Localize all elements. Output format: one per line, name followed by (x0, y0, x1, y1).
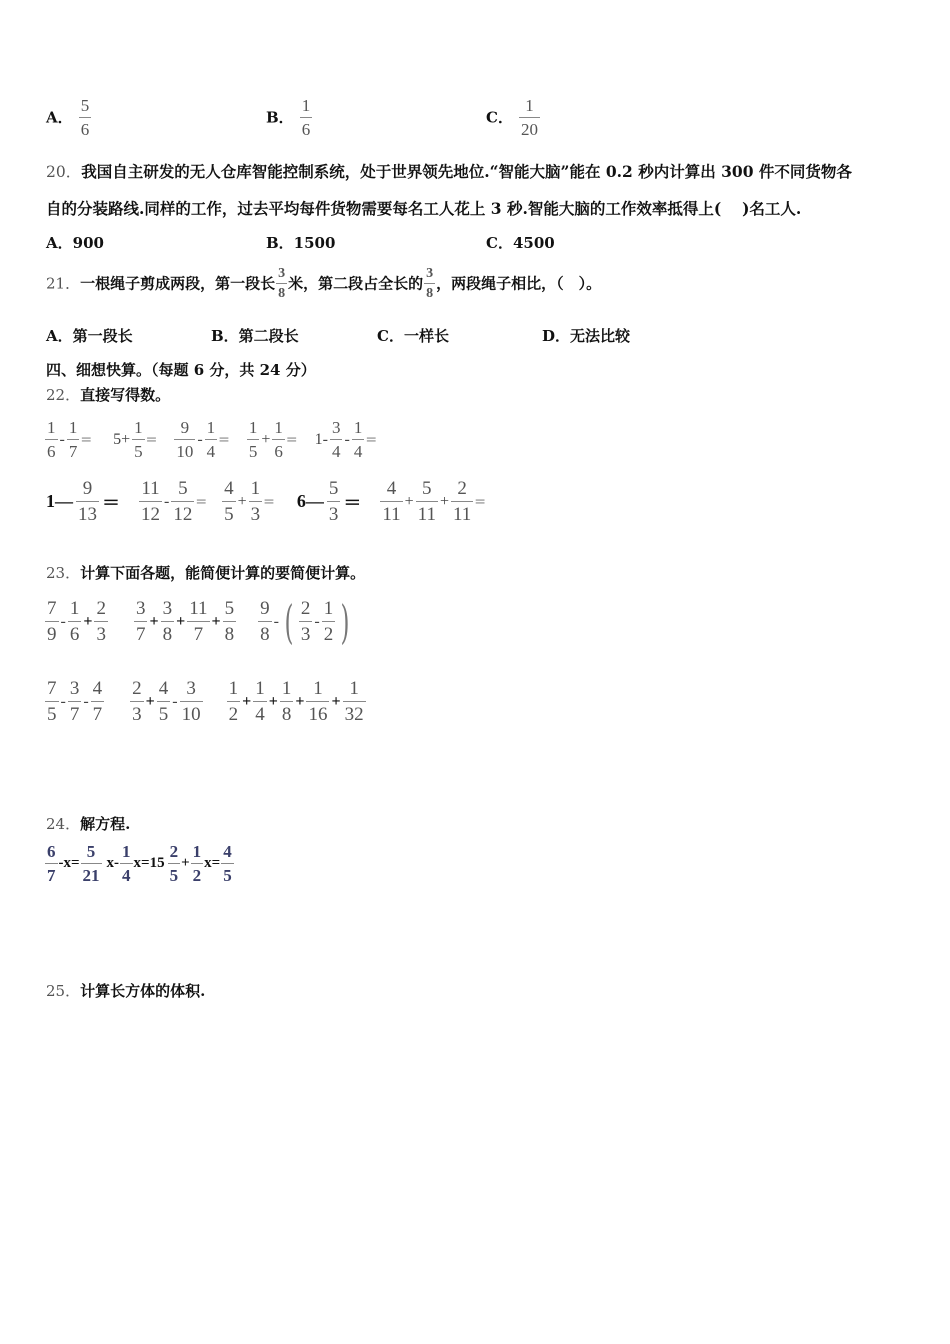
q22-expr-6: 1— $\frac{9}{13}$ ＝ (46, 478, 120, 525)
q22-expr-3: $\frac{9}{10}$ - $\frac{1}{4}$ = (176, 418, 230, 461)
question-text: 一根绳子剪成两段，第一段长 (80, 274, 276, 293)
q25-title (46, 981, 205, 1001)
q21-option-c[interactable]: C．一样长 (377, 327, 449, 345)
q23-row2 (44, 678, 367, 725)
q24-eq-2: x- $\frac{1}{4}$ x=15 (106, 842, 165, 885)
q20-option-a[interactable]: A．900 (46, 234, 104, 252)
q23-expr-5: $\frac{2}{3}$ + $\frac{4}{5}$ - $\frac{3}{10}$ (132, 678, 201, 725)
q21-stem (46, 266, 601, 301)
option-label: A． (46, 108, 73, 127)
q24-eq-1: $\frac{6}{7}$ -x= $\frac{5}{21}$ (47, 842, 100, 885)
option-label: C． (486, 108, 513, 127)
q23-title (46, 563, 365, 583)
q20-option-b[interactable]: B．1500 (266, 234, 336, 252)
q19-option-a[interactable] (46, 96, 92, 139)
q24-equations (44, 842, 235, 885)
q22-expr-9: 6— $\frac{5}{3}$ ＝ (296, 478, 362, 525)
q23-expr-1: $\frac{7}{9}$ - $\frac{1}{6}$ + $\frac{2}{3}$ (47, 598, 106, 645)
q19-option-b[interactable] (266, 96, 313, 139)
section-title: 四、细想快算。（每题 6 分，共 24 分） (46, 361, 316, 379)
q23-expr-4: $\frac{7}{5}$ - $\frac{3}{7}$ - $\frac{4}{7}$ (47, 678, 103, 725)
q22-expr-10: $\frac{4}{11}$ + $\frac{5}{11}$ + $\frac{2}{11}$ = (382, 478, 487, 525)
question-text: 我国自主研发的无人仓库智能控制系统，处于世界领先地位.“智能大脑”能在 0.2 秒内计算出 300 件不同货物各 (81, 162, 852, 181)
question-number: 21． (46, 274, 81, 293)
fraction: $\frac{5}{6}$ (80, 96, 90, 139)
q21-option-d[interactable]: D．无法比较 (542, 327, 631, 345)
q24-title (46, 814, 130, 834)
q20-line2: 自的分装路线.同样的工作，过去平均每件货物需要每名工人花上 3 秒.智能大脑的工作效率抵得上( )名工人. (46, 199, 802, 218)
q22-row1 (44, 418, 377, 461)
question-text: 米，第二段占全长的 (288, 274, 424, 293)
question-text: 解方程. (80, 815, 131, 833)
q22-expr-8: $\frac{4}{5}$ + $\frac{1}{3}$ = (224, 478, 275, 525)
q22-expr-4: $\frac{1}{5}$ + $\frac{1}{6}$ = (248, 418, 298, 461)
q22-expr-5: 1- $\frac{3}{4}$ - $\frac{1}{4}$ = (314, 418, 378, 461)
q20-line1 (46, 162, 852, 182)
q21-option-b[interactable]: B．第二段长 (211, 327, 299, 345)
q21-option-a[interactable]: A．第一段长 (46, 327, 133, 345)
question-number: 23． (46, 564, 81, 582)
q20-option-c[interactable]: C．4500 (486, 234, 555, 252)
option-label: B． (266, 108, 294, 127)
q23-expr-3: $\frac{9}{8}$ - ( $\frac{2}{3}$ - $\frac{1}{2}$ ) (260, 594, 350, 649)
q22-expr-1: $\frac{1}{6}$ - $\frac{1}{7}$ = (47, 418, 93, 461)
question-text: ，两段绳子相比，（ ）。 (436, 274, 602, 293)
q22-row2 (44, 478, 486, 525)
question-number: 22． (46, 386, 81, 404)
q23-expr-2: $\frac{3}{7}$ + $\frac{3}{8}$ + $\frac{11}{7}$ + $\frac{5}{8}$ (135, 598, 235, 645)
question-text: 计算下面各题，能简便计算的要简便计算。 (80, 564, 366, 582)
question-number: 25． (46, 982, 81, 1000)
fraction: $\frac{1}{6}$ (301, 96, 311, 139)
q22-expr-2: 5+ $\frac{1}{5}$ = (113, 418, 158, 461)
question-number: 24． (46, 815, 81, 833)
question-text: 直接写得数。 (80, 386, 171, 404)
q23-row1 (44, 594, 354, 649)
fraction: $\frac{3}{8}$ (426, 266, 434, 301)
question-text: 计算长方体的体积. (80, 982, 206, 1000)
q22-title (46, 385, 170, 405)
q22-expr-7: $\frac{11}{12}$ - $\frac{5}{12}$ = (141, 478, 208, 525)
question-number: 20． (46, 163, 82, 181)
fraction: $\frac{1}{20}$ (521, 96, 539, 139)
fraction: $\frac{3}{8}$ (278, 266, 286, 301)
q24-eq-3: $\frac{2}{5}$ + $\frac{1}{2}$ x= $\frac{4}{5}$ (169, 842, 232, 885)
q23-expr-6: $\frac{1}{2}$ + $\frac{1}{4}$ + $\frac{1}{8}$ + $\frac{1}{16}$ + $\frac{1}{32}$ (228, 678, 364, 725)
q19-option-c[interactable] (486, 96, 541, 139)
